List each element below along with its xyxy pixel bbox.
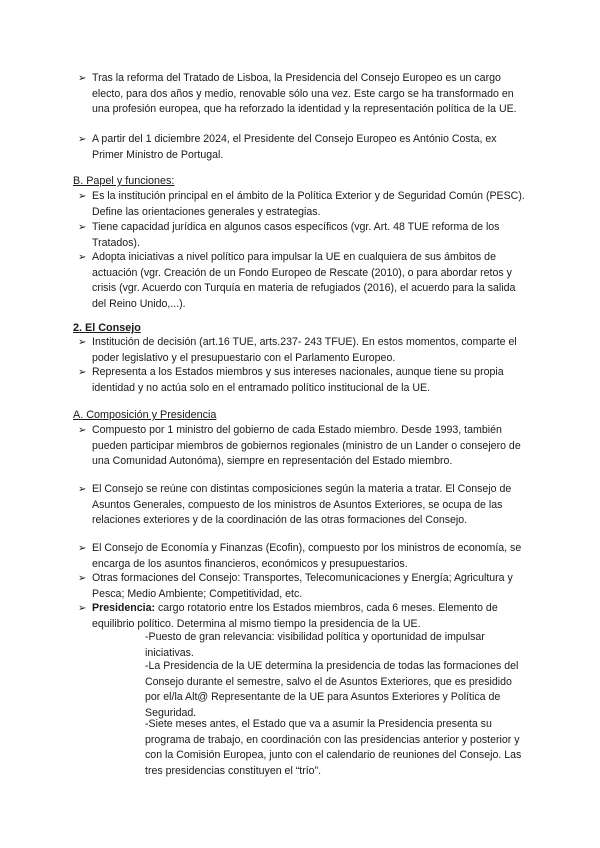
list-item: ➢ El Consejo se reúne con distintas composiciones según la materia a tratar. El Consejo de Asuntos Generales, compuesto de los ministros de Asuntos Exteriores, se ocupa de las relaciones exteriores y de la coordinación de las otras formaciones del Consejo. (78, 483, 512, 526)
arrow-bullet-icon: ➢ (78, 603, 87, 614)
list-item: ➢ Tiene capacidad jurídica en algunos casos específicos (vgr. Art. 48 TUE reforma de los Tratados). (78, 221, 500, 249)
list-item: ➢ El Consejo de Economía y Finanzas (Ecofin), compuesto por los ministros de economía, se encarga de los asuntos financieros, económicos y presupuestarios. (78, 542, 522, 570)
list-item: ➢ Institución de decisión (art.16 TUE, arts.237- 243 TFUE). En estos momentos, comparte el poder legislativo y el presupuestario con el Parlamento Europeo. (78, 336, 517, 364)
arrow-bullet-icon: ➢ (78, 337, 87, 348)
arrow-bullet-icon: ➢ (78, 425, 87, 436)
arrow-bullet-icon: ➢ (78, 191, 87, 202)
presidencia-label: Presidencia: (92, 602, 156, 614)
arrow-bullet-icon: ➢ (78, 367, 87, 378)
arrow-bullet-icon: ➢ (78, 252, 87, 263)
list-item: ➢ Representa a los Estados miembros y sus intereses nacionales, aunque tiene su propia identidad y no actúa solo en el entramado político institucional de la UE. (78, 366, 504, 394)
section-heading-2: 2. El Consejo (73, 322, 141, 334)
section-heading-a: A. Composición y Presidencia (73, 409, 217, 421)
list-item: ➢ A partir del 1 diciembre 2024, el Presidente del Consejo Europeo es António Costa, ex Primer Ministro de Portugal. (78, 133, 497, 161)
arrow-bullet-icon: ➢ (78, 543, 87, 554)
list-item: ➢ Adopta iniciativas a nivel político para impulsar la UE en cualquiera de sus ámbitos de actuación (vgr. Creación de un Fondo Europeo de Rescate (2010), o para abordar retos y crisis (vgr. Acuerdo con Turquía en materia de refugiados (2016), el acuerdo para la salida del Reino Unido,...). (78, 251, 516, 310)
sub-item: -Siete meses antes, el Estado que va a asumir la Presidencia presenta su programa de trabajo, en coordinación con las presidencias anterior y posterior y con la Comisión Europea, junto con el calendario de reuniones del Consejo. Las tres presidencias constituyen el “trío”. (145, 718, 522, 777)
arrow-bullet-icon: ➢ (78, 484, 87, 495)
section-heading-b: B. Papel y funciones: (73, 175, 175, 187)
list-item: ➢ Tras la reforma del Tratado de Lisboa, la Presidencia del Consejo Europeo es un cargo electo, para dos años y medio, renovable sólo una vez. Este cargo se ha transformado en una profesión europea, que ha reforzado la identidad y la representación política de la UE. (78, 72, 517, 115)
list-item: ➢ Es la institución principal en el ámbito de la Política Exterior y de Seguridad Común (PESC). Define las orientaciones generales y estrategias. (78, 190, 525, 218)
arrow-bullet-icon: ➢ (78, 222, 87, 233)
arrow-bullet-icon: ➢ (78, 573, 87, 584)
list-item: ➢ Otras formaciones del Consejo: Transportes, Telecomunicaciones y Energía; Agricultura y Pesca; Medio Ambiente; Competitividad, etc. (78, 572, 513, 600)
arrow-bullet-icon: ➢ (78, 134, 87, 145)
list-item-presidencia: ➢ Presidencia: cargo rotatorio entre los Estados miembros, cada 6 meses. Elemento de equilibrio político. Determina al mismo tiempo la presidencia de la UE. (78, 602, 498, 630)
list-item: ➢ Compuesto por 1 ministro del gobierno de cada Estado miembro. Desde 1993, también pueden participar miembros de gobiernos regionales (ministro de un Lander o consejero de una Comunidad Autonóma), siempre en representación del Estado miembro. (78, 424, 521, 467)
arrow-bullet-icon: ➢ (78, 73, 87, 84)
sub-item: -La Presidencia de la UE determina la presidencia de todas las formaciones del Consejo durante el semestre, salvo el de Asuntos Exteriores, que es presidido por el/la Alt@ Representante de la UE para Asuntos Exteriores y Política de Seguridad. (145, 660, 519, 719)
sub-item: -Puesto de gran relevancia: visibilidad política y oportunidad de impulsar iniciativas. (145, 631, 485, 659)
